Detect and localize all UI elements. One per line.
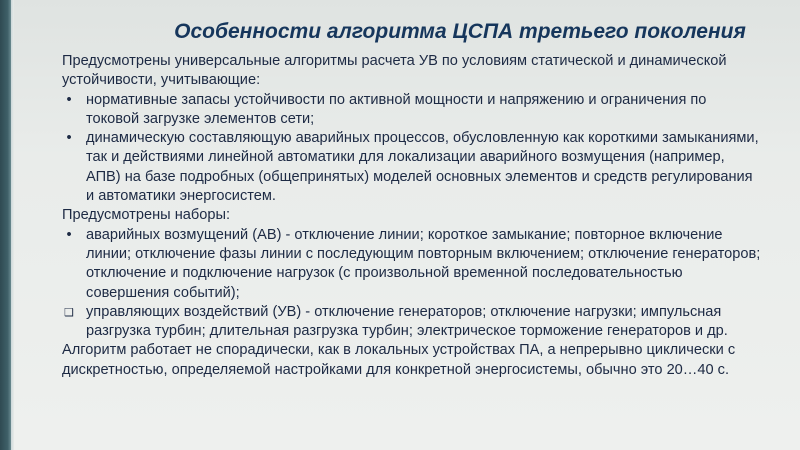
sets-heading: Предусмотрены наборы: [62,207,231,224]
conclusion-paragraph: Алгоритм работает не спорадически, как в локальных устройствах ПА, а непрерывно циклически с дискретностью, определяемой настройками для конкретной энергосистемы, обычно это 20…40 с. [62,342,736,378]
slide-body [62,52,762,380]
sets-list [62,226,762,342]
left-accent-bar [0,0,11,450]
list-item-text: аварийных возмущений (АВ) - отключение линии; короткое замыкание; повторное включение линии; отключение фазы линии с последующим повторным включением; отключение генераторов; отключение и подключение нагрузок (с произвольной временной последовательностью совершения событий); [86,226,761,301]
intro-paragraph: Предусмотрены универсальные алгоритмы расчета УВ по условиям статической и динамической устойчивости, учитывающие: [62,53,727,89]
list-item [62,303,762,342]
list-item-text: динамическую составляющую аварийных процессов, обусловленную как короткими замыканиями, так и действиями линейной автоматики для локализации аварийного возмущения (например, АПВ) на базе подробных (общепринятых) моделей основных элементов и средств регулирования и автоматики энергосистем. [86,130,759,205]
bullet-dot-icon: • [66,130,72,147]
slide-title: Особенности алгоритма ЦСПА третьего поколения [174,20,746,43]
stability-list [62,91,762,207]
bullet-dot-icon: • [66,226,72,243]
list-item [62,226,762,303]
list-item-text: нормативные запасы устойчивости по активной мощности и напряжению и ограничения по токовой загрузке элементов сети; [86,91,707,127]
list-item-text: управляющих воздействий (УВ) - отключение генераторов; отключение нагрузки; импульсная разгрузка турбин; длительная разгрузка турбин; электрическое торможение генераторов и др. [86,303,728,340]
list-item [62,91,762,130]
list-item [62,129,762,206]
bullet-dot-icon: • [66,91,72,108]
bullet-box-icon: ❑ [64,306,74,319]
